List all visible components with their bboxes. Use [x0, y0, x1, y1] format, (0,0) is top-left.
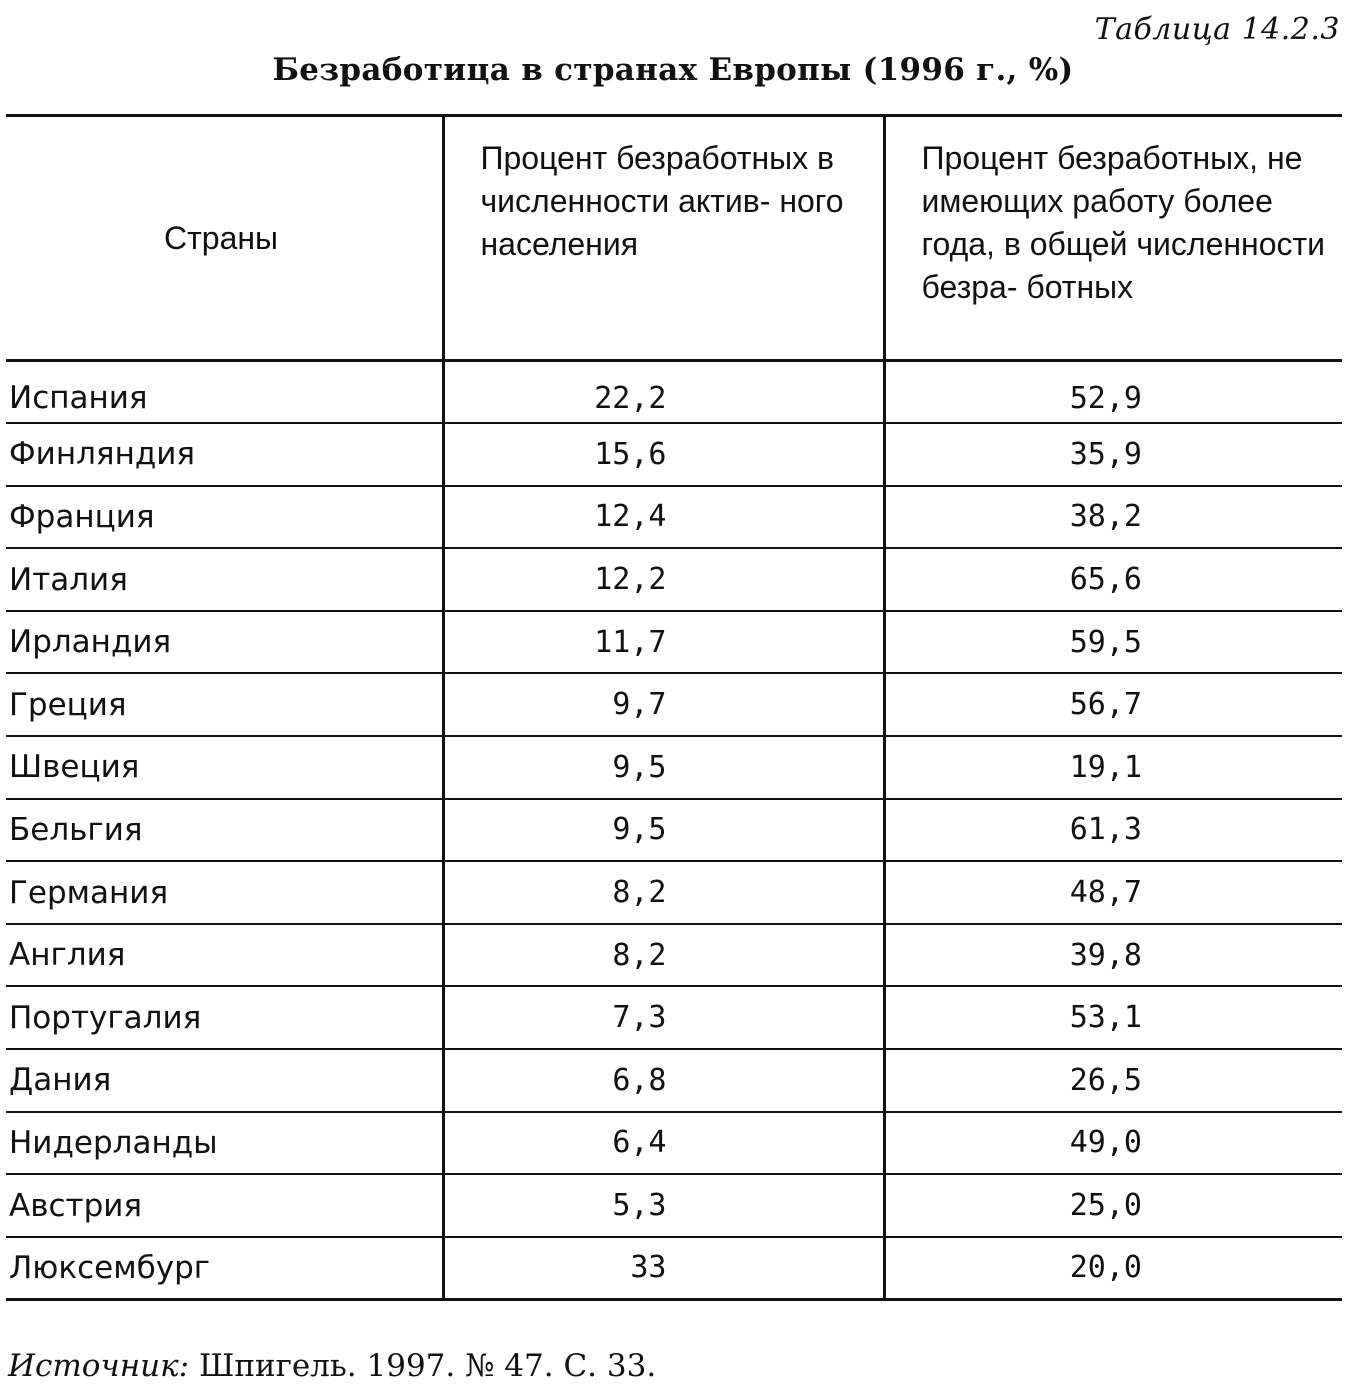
country-cell: Англия — [6, 924, 443, 987]
table-row — [6, 673, 1342, 736]
country-cell: Финляндия — [6, 423, 443, 486]
source-note — [8, 1348, 656, 1384]
unemployment-table — [6, 114, 1342, 1301]
table-row — [6, 1049, 1342, 1112]
country-cell: Нидерланды — [6, 1112, 443, 1175]
table-body — [6, 361, 1342, 1300]
table-row — [6, 736, 1342, 799]
longterm-pct-cell: 20,0 — [884, 1237, 1342, 1300]
header-long-term-unemployed-pct-text: Процент безработных, не имеющих работу более года, в общей численности безра- ботных — [921, 140, 1326, 305]
source-text: Шпигель. 1997. № 47. С. 33. — [189, 1348, 657, 1384]
active-pct-cell: 9,5 — [443, 736, 884, 799]
active-pct-cell: 6,8 — [443, 1049, 884, 1112]
longterm-pct-cell: 35,9 — [884, 423, 1342, 486]
table-row — [6, 423, 1342, 486]
country-cell: Германия — [6, 861, 443, 924]
longterm-pct-cell: 59,5 — [884, 611, 1342, 674]
table-row — [6, 861, 1342, 924]
longterm-pct-cell: 19,1 — [884, 736, 1342, 799]
longterm-pct-cell: 56,7 — [884, 673, 1342, 736]
header-active-population-pct — [443, 116, 884, 361]
table-title: Безработица в странах Европы (1996 г., %) — [272, 52, 1074, 88]
table-row — [6, 361, 1342, 424]
header-row — [6, 116, 1342, 361]
country-cell: Дания — [6, 1049, 443, 1112]
active-pct-cell: 7,3 — [443, 986, 884, 1049]
longterm-pct-cell: 26,5 — [884, 1049, 1342, 1112]
table-row — [6, 486, 1342, 549]
country-cell: Греция — [6, 673, 443, 736]
header-long-term-unemployed-pct — [884, 116, 1342, 361]
active-pct-cell: 8,2 — [443, 861, 884, 924]
active-pct-cell: 22,2 — [443, 361, 884, 424]
country-cell: Австрия — [6, 1174, 443, 1237]
longterm-pct-cell: 38,2 — [884, 486, 1342, 549]
table-row — [6, 1237, 1342, 1300]
active-pct-cell: 9,7 — [443, 673, 884, 736]
country-cell: Португалия — [6, 986, 443, 1049]
active-pct-cell: 15,6 — [443, 423, 884, 486]
table-row — [6, 1174, 1342, 1237]
longterm-pct-cell: 49,0 — [884, 1112, 1342, 1175]
country-cell: Швеция — [6, 736, 443, 799]
country-cell: Италия — [6, 548, 443, 611]
longterm-pct-cell: 65,6 — [884, 548, 1342, 611]
table-row — [6, 548, 1342, 611]
table-number: Таблица 14.2.3 — [1094, 12, 1340, 47]
longterm-pct-cell: 25,0 — [884, 1174, 1342, 1237]
table-row — [6, 986, 1342, 1049]
table-row — [6, 1112, 1342, 1175]
source-label: Источник: — [8, 1348, 190, 1384]
longterm-pct-cell: 39,8 — [884, 924, 1342, 987]
table-row — [6, 799, 1342, 862]
table-row — [6, 611, 1342, 674]
active-pct-cell: 11,7 — [443, 611, 884, 674]
header-countries: Страны — [6, 116, 443, 361]
active-pct-cell: 9,5 — [443, 799, 884, 862]
country-cell: Бельгия — [6, 799, 443, 862]
longterm-pct-cell: 48,7 — [884, 861, 1342, 924]
table-row — [6, 924, 1342, 987]
country-cell: Испания — [6, 361, 443, 424]
active-pct-cell: 6,4 — [443, 1112, 884, 1175]
active-pct-cell: 12,2 — [443, 548, 884, 611]
active-pct-cell: 33 — [443, 1237, 884, 1300]
active-pct-cell: 12,4 — [443, 486, 884, 549]
country-cell: Ирландия — [6, 611, 443, 674]
longterm-pct-cell: 53,1 — [884, 986, 1342, 1049]
longterm-pct-cell: 61,3 — [884, 799, 1342, 862]
header-active-population-pct-text: Процент безработных в численности актив- ного населения — [480, 140, 844, 262]
country-cell: Люксембург — [6, 1237, 443, 1300]
active-pct-cell: 5,3 — [443, 1174, 884, 1237]
active-pct-cell: 8,2 — [443, 924, 884, 987]
longterm-pct-cell: 52,9 — [884, 361, 1342, 424]
country-cell: Франция — [6, 486, 443, 549]
